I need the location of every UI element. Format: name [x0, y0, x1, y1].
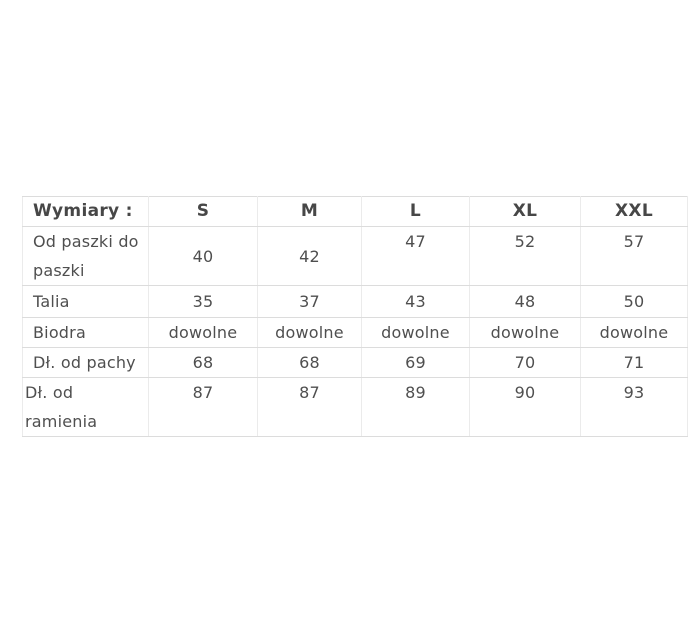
size-value-cell: 42: [258, 227, 362, 286]
size-value-cell: 57: [581, 227, 688, 286]
size-value-cell: dowolne: [581, 318, 688, 348]
size-value-cell: 70: [470, 348, 581, 378]
size-chart-table: [22, 196, 688, 437]
size-value-cell: dowolne: [362, 318, 470, 348]
table-row-dl-od-ramienia: [23, 378, 688, 437]
size-value-cell: 87: [258, 378, 362, 437]
size-value-cell: 90: [470, 378, 581, 437]
table-title-cell: Wymiary :: [23, 197, 149, 227]
size-value-cell: 93: [581, 378, 688, 437]
size-value-cell: 43: [362, 286, 470, 318]
size-value-cell: 40: [149, 227, 258, 286]
table-row-talia: [23, 286, 688, 318]
size-value-cell: 89: [362, 378, 470, 437]
table-row-od-paszki-do-paszki: [23, 227, 688, 286]
size-value-cell: 68: [258, 348, 362, 378]
table-row-biodra: [23, 318, 688, 348]
row-label-dl-od-pachy: Dł. od pachy: [23, 348, 149, 378]
size-value-cell: dowolne: [149, 318, 258, 348]
size-value-cell: 48: [470, 286, 581, 318]
col-header-m: M: [258, 197, 362, 227]
size-value-cell: 35: [149, 286, 258, 318]
col-header-xxl: XXL: [581, 197, 688, 227]
col-header-xl: XL: [470, 197, 581, 227]
size-value-cell: dowolne: [470, 318, 581, 348]
row-label-od-paszki-do-paszki: Od paszki do paszki: [23, 227, 149, 286]
table-header-row: [23, 197, 688, 227]
table-row-dl-od-pachy: [23, 348, 688, 378]
size-value-cell: 87: [149, 378, 258, 437]
size-value-cell: 69: [362, 348, 470, 378]
size-value-cell: 68: [149, 348, 258, 378]
size-value-cell: dowolne: [258, 318, 362, 348]
size-value-cell: 50: [581, 286, 688, 318]
col-header-l: L: [362, 197, 470, 227]
size-value-cell: 71: [581, 348, 688, 378]
col-header-s: S: [149, 197, 258, 227]
size-value-cell: 47: [362, 227, 470, 286]
row-label-biodra: Biodra: [23, 318, 149, 348]
size-value-cell: 52: [470, 227, 581, 286]
row-label-talia: Talia: [23, 286, 149, 318]
row-label-dl-od-ramienia: Dł. od ramienia: [23, 378, 149, 437]
size-value-cell: 37: [258, 286, 362, 318]
